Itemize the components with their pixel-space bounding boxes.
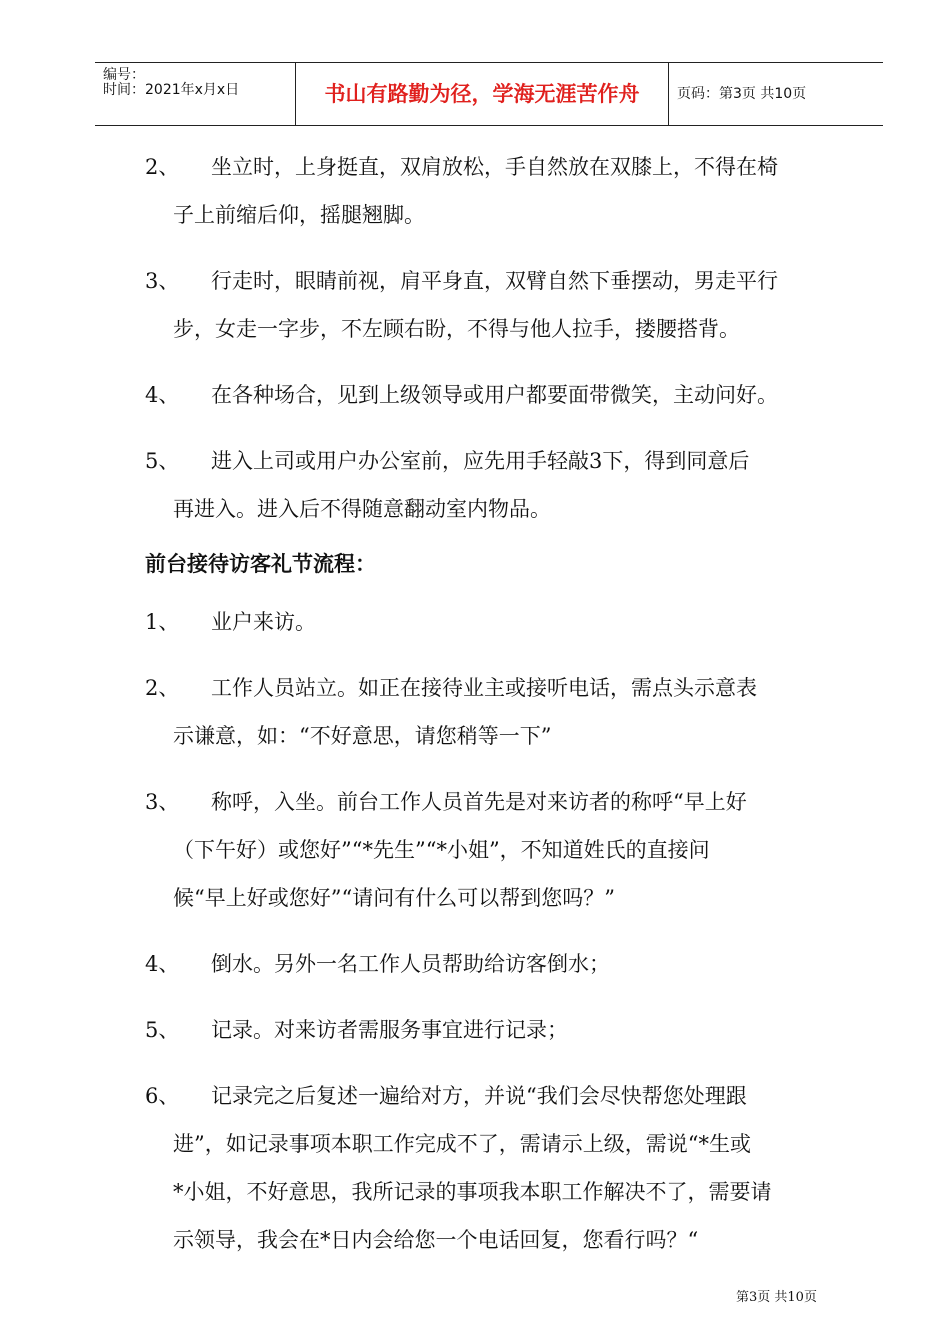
item-number: 3、 bbox=[145, 790, 180, 814]
list-item bbox=[145, 257, 845, 353]
item-text: 坐立时，上身挺直，双肩放松，手自然放在双膝上，不得在椅 bbox=[211, 155, 778, 179]
list-item bbox=[145, 664, 845, 760]
list-item bbox=[145, 778, 845, 922]
list-item bbox=[145, 437, 845, 533]
item-number: 5、 bbox=[145, 449, 180, 473]
item-text: 倒水。另外一名工作人员帮助给访客倒水； bbox=[211, 952, 610, 976]
item-text: 业户来访。 bbox=[211, 610, 316, 634]
item-text-continued: 子上前缩后仰，摇腿翘脚。 bbox=[173, 203, 425, 227]
item-number: 2、 bbox=[145, 676, 180, 700]
list-item bbox=[145, 598, 845, 646]
header-meta-cell bbox=[95, 63, 296, 125]
item-number: 4、 bbox=[145, 383, 180, 407]
header-page-cell bbox=[669, 63, 883, 125]
item-number: 2、 bbox=[145, 155, 180, 179]
item-text-continued: 示领导，我会在*日内会给您一个电话回复，您看行吗？“ bbox=[173, 1228, 699, 1252]
item-text-continued: 示谦意，如：“不好意思，请您稍等一下” bbox=[173, 724, 552, 748]
section-title: 前台接待访客礼节流程： bbox=[145, 551, 376, 576]
item-text-continued: 步，女走一字步，不左顾右盼，不得与他人拉手，搂腰搭背。 bbox=[173, 317, 740, 341]
item-number: 1、 bbox=[145, 610, 180, 634]
item-text-continued: 候“早上好或您好”“请问有什么可以帮到您吗？” bbox=[173, 886, 615, 910]
page-header bbox=[95, 62, 883, 126]
item-text-continued: *小姐，不好意思，我所记录的事项我本职工作解决不了，需要请 bbox=[173, 1180, 772, 1204]
list-item bbox=[145, 940, 845, 988]
item-text: 记录完之后复述一遍给对方，并说“我们会尽快帮您处理跟 bbox=[211, 1084, 747, 1108]
header-motto-cell bbox=[296, 63, 669, 125]
item-number: 6、 bbox=[145, 1084, 180, 1108]
item-text: 进入上司或用户办公室前，应先用手轻敲3下，得到同意后 bbox=[211, 449, 750, 473]
item-text: 行走时，眼睛前视，肩平身直，双臂自然下垂摆动，男走平行 bbox=[211, 269, 778, 293]
page-footer: 第3页 共10页 bbox=[736, 1290, 817, 1305]
item-number: 3、 bbox=[145, 269, 180, 293]
list-item bbox=[145, 1072, 845, 1264]
list-item bbox=[145, 143, 845, 239]
item-text: 在各种场合，见到上级领导或用户都要面带微笑，主动问好。 bbox=[211, 383, 778, 407]
item-text: 称呼，入坐。前台工作人员首先是对来访者的称呼“早上好 bbox=[211, 790, 747, 814]
item-text: 工作人员站立。如正在接待业主或接听电话，需点头示意表 bbox=[211, 676, 757, 700]
item-text-continued: 进”，如记录事项本职工作完成不了，需请示上级，需说“*生或 bbox=[173, 1132, 751, 1156]
list-item bbox=[145, 371, 845, 419]
item-text-continued: 再进入。进入后不得随意翻动室内物品。 bbox=[173, 497, 551, 521]
item-text: 记录。对来访者需服务事宜进行记录； bbox=[211, 1018, 568, 1042]
page-label: 页码：第3页 共10页 bbox=[677, 86, 807, 102]
motto: 书山有路勤为径，学海无涯苦作舟 bbox=[324, 81, 640, 106]
item-text-continued: （下午好）或您好”“*先生”“*小姐”，不知道姓氏的直接问 bbox=[173, 838, 710, 862]
time-label: 时间：2021年x月x日 bbox=[103, 82, 240, 98]
item-number: 5、 bbox=[145, 1018, 180, 1042]
item-number: 4、 bbox=[145, 952, 180, 976]
list-item bbox=[145, 1006, 845, 1054]
number-label: 编号： bbox=[103, 67, 145, 83]
